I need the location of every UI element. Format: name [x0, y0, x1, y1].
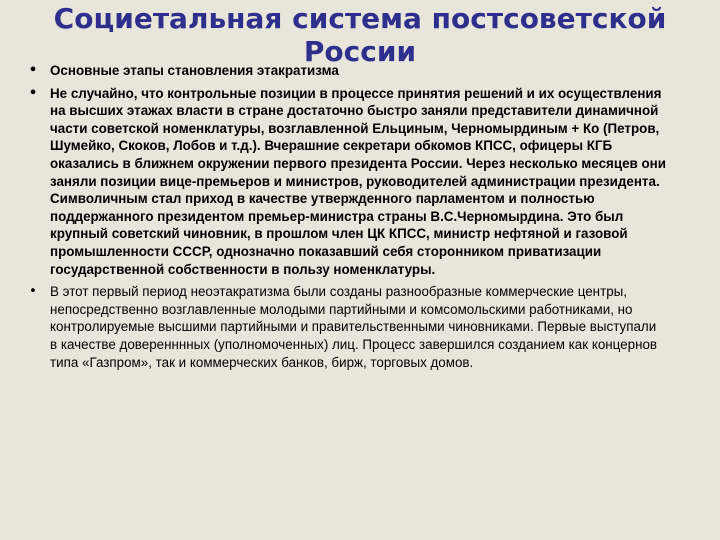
bullet-text: Основные этапы становления этакратизма: [50, 63, 339, 78]
bullet-item: [26, 62, 666, 80]
bullet-icon: •: [28, 63, 38, 78]
bullet-item: [26, 283, 666, 371]
slide-title: Социетальная система постсоветской России: [53, 2, 667, 68]
bullet-text: В этот первый период неоэтакратизма были созданы разнообразные коммерческие центры, непосредственно возглавленные молодыми партийными и комсомольскими работниками, но контролируемые высшими партийными и правительственными чиновниками. Первые выступали в качестве доверенннных (уполномоченных) лиц. Процесс завершился созданием как концернов типа «Газпром», так и коммерческих банков, бирж, торговых домов.: [50, 284, 658, 370]
bullet-icon: •: [29, 284, 37, 300]
bullet-text: Не случайно, что контрольные позиции в процессе принятия решений и их осуществления на высших этажах власти в стране достаточно быстро заняли представители динамичной части советской номенклатуры, возглавленной Ельциным, Черномырдиным + Ко (Петров, Шумейко, Скоков, Лобов и т.д.). Вчерашние секретари обкомов КПСС, офицеры КГБ оказались в ближнем окружении первого президента России. Через несколько месяцев они заняли позиции вице-премьеров и министров, руководителей администрации президента. Символичным стал приход в качестве утвержденного парламентом и полностью поддержанного президентом премьер-министра страны В.С.Черномырдина. Это был крупный советский чиновник, в прошлом член ЦК КПСС, министр нефтяной и газовой промышленности СССР, однозначно показавший себя сторонником приватизации государственной собственности в пользу номенклатуры.: [50, 85, 666, 277]
bullet-list: [26, 62, 666, 376]
bullet-icon: •: [28, 85, 38, 101]
bullet-item: [26, 85, 666, 279]
